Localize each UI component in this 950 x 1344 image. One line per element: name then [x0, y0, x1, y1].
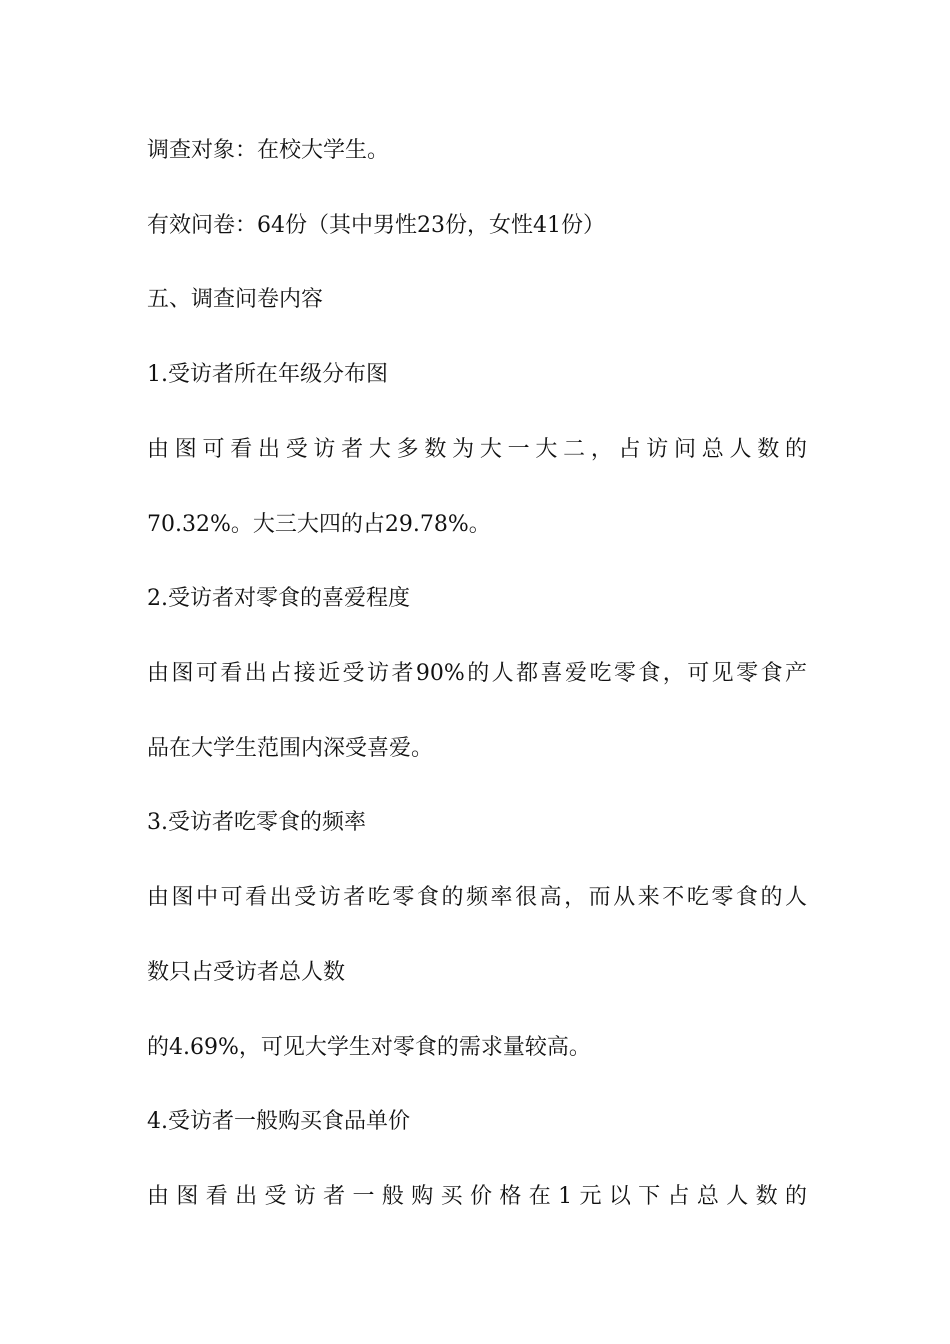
- paragraph-line: 的4.69%，可见大学生对零食的需求量较高。: [147, 1035, 591, 1060]
- item-heading-1: 1.受访者所在年级分布图: [147, 362, 388, 387]
- section-heading: 五、调查问卷内容: [147, 287, 324, 312]
- paragraph-line: 由图可看出占接近受访者90%的人都喜爱吃零食，可见零食产: [147, 661, 807, 686]
- item-heading-4: 4.受访者一般购买食品单价: [147, 1109, 410, 1134]
- paragraph-line: 数只占受访者总人数: [147, 960, 346, 985]
- paragraph-line: 70.32%。大三大四的占29.78%。: [147, 512, 491, 537]
- paragraph-line: 由图看出受访者一般购买价格在1元以下占总人数的: [147, 1184, 807, 1209]
- paragraph-line: 由图中可看出受访者吃零食的频率很高，而从来不吃零食的人: [147, 885, 807, 910]
- item-heading-3: 3.受访者吃零食的频率: [147, 810, 366, 835]
- valid-questionnaire-line: 有效问卷：64份（其中男性23份，女性41份）: [147, 213, 605, 238]
- paragraph-line: 品在大学生范围内深受喜爱。: [147, 736, 434, 761]
- paragraph-line: 由图可看出受访者大多数为大一大二，占访问总人数的: [147, 437, 807, 462]
- survey-target-line: 调查对象：在校大学生。: [147, 138, 390, 163]
- item-heading-2: 2.受访者对零食的喜爱程度: [147, 586, 410, 611]
